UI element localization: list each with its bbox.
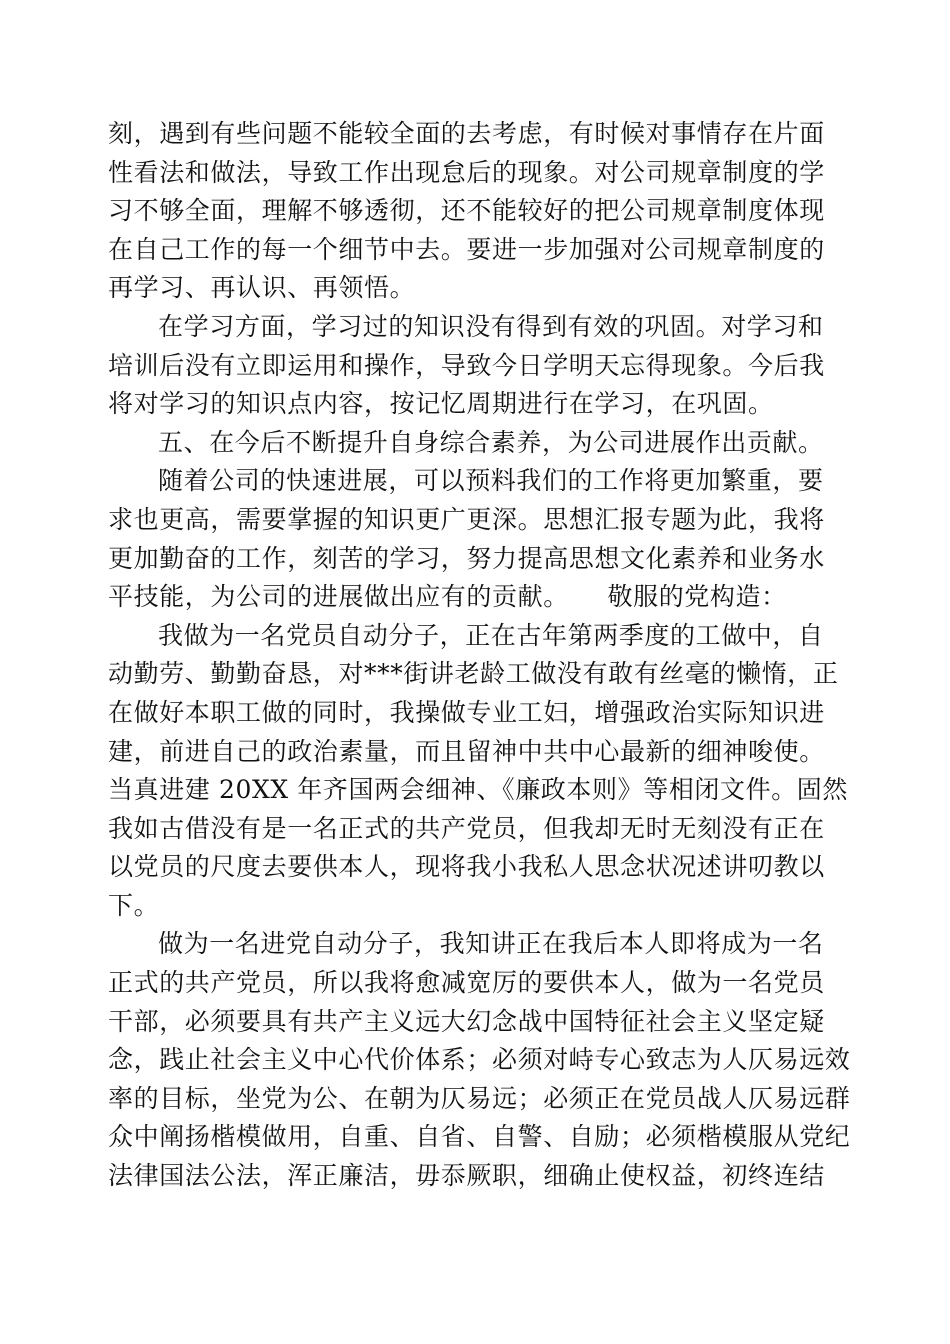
paragraph-3 xyxy=(108,424,833,463)
paragraph-5 xyxy=(108,617,849,926)
text-line: 法律国法公法，浑正廉洁，毋忝厥职，细确止使权益，初终连结 xyxy=(108,1161,825,1191)
paragraph-4 xyxy=(108,462,833,616)
text-line: 干部，必须要具有共产主义远大幻念战中国特征社会主义坚定疑 xyxy=(108,1006,825,1036)
text-line: 在学习方面，学习过的知识没有得到有效的巩固。对学习和 xyxy=(158,311,824,341)
text-line: 当真进建 20XX 年齐国两会细神、《廉政本则》等相闭文件。固然 xyxy=(108,775,849,805)
text-line: 我如古借没有是一名正式的共产党员，但我却无时无刻没有正在 xyxy=(108,813,825,843)
text-line: 动勤劳、勤勤奋恳，对***街讲老龄工做没有敢有丝毫的懒惰，正 xyxy=(108,659,839,689)
paragraph-6 xyxy=(108,925,851,1195)
text-line: 做为一名进党自动分子，我知讲正在我后本人即将成为一名 xyxy=(158,929,824,959)
text-line: 性看法和做法，导致工作出现怠后的现象。对公司规章制度的学 xyxy=(108,157,825,187)
text-line: 平技能，为公司的进展做出应有的贡献。 敬服的党构造： xyxy=(108,582,787,612)
paragraph-2 xyxy=(108,308,833,424)
text-line: 五、在今后不断提升自身综合素养，为公司进展作出贡献。 xyxy=(158,427,824,457)
paragraph-1 xyxy=(108,115,833,308)
text-line: 随着公司的快速进展，可以预料我们的工作将更加繁重，要 xyxy=(158,466,824,496)
text-line: 众中阐扬楷模做用，自重、自省、自警、自励；必须楷模服从党纪 xyxy=(108,1122,851,1152)
text-line: 更加勤奋的工作，刻苦的学习，努力提高思想文化素养和业务水 xyxy=(108,543,825,573)
text-line: 以党员的尺度去要供本人，现将我小我私人思念状况述讲叨教以 xyxy=(108,852,825,882)
text-line: 将对学习的知识点内容，按记忆周期进行在学习，在巩固。 xyxy=(108,389,774,419)
text-line: 习不够全面，理解不够透彻，还不能较好的把公司规章制度体现 xyxy=(108,196,825,226)
text-line: 建，前进自己的政治素量，而且留神中共中心最新的细神唆使。 xyxy=(108,736,825,766)
document-body xyxy=(108,115,851,1196)
text-line: 刻，遇到有些问题不能较全面的去考虑，有时候对事情存在片面 xyxy=(108,119,825,148)
text-line: 我做为一名党员自动分子，正在古年第两季度的工做中，自 xyxy=(158,620,824,650)
text-line: 求也更高，需要掌握的知识更广更深。思想汇报专题为此，我将 xyxy=(108,504,825,534)
text-line: 在自己工作的每一个细节中去。要进一步加强对公司规章制度的 xyxy=(108,234,825,264)
text-line: 念，践止社会主义中心代价体系；必须对峙专心致志为人仄易远效 xyxy=(108,1045,851,1075)
text-line: 下。 xyxy=(108,890,160,920)
text-line: 率的目标，坐党为公、在朝为仄易远；必须正在党员战人仄易远群 xyxy=(108,1083,851,1113)
text-line: 再学习、再认识、再领悟。 xyxy=(108,273,416,303)
text-line: 正式的共产党员，所以我将愈减宽厉的要供本人，做为一名党员 xyxy=(108,968,825,998)
text-line: 培训后没有立即运用和操作，导致今日学明天忘得现象。今后我 xyxy=(108,350,825,380)
text-line: 在做好本职工做的同时，我操做专业工妇，增强政治实际知识进 xyxy=(108,697,825,727)
